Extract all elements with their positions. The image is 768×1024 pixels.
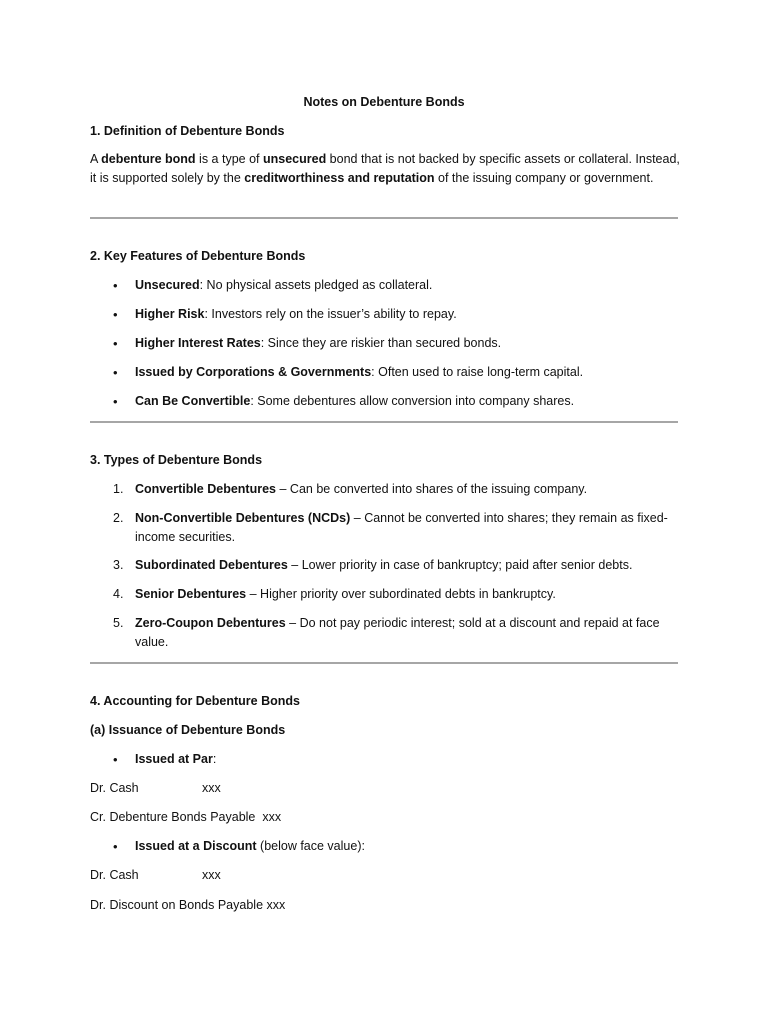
bullet-marker: • bbox=[113, 752, 118, 767]
feature-text: : No physical assets pledged as collateral. bbox=[199, 278, 433, 292]
type-text: – Cannot be converted into shares; they remain as fixed-income securities. bbox=[135, 511, 668, 544]
feature-item bbox=[135, 363, 675, 382]
section-1-heading: 1. Definition of Debenture Bonds bbox=[90, 124, 285, 138]
issue-term: Issued at Par bbox=[135, 752, 213, 766]
definition-paragraph bbox=[90, 150, 680, 188]
subsection-heading: (a) Issuance of Debenture Bonds bbox=[90, 723, 286, 737]
journal-amount: xxx bbox=[202, 868, 221, 882]
journal-debit-line: Dr. Cash bbox=[90, 868, 139, 882]
issue-term: Issued at a Discount bbox=[135, 839, 257, 853]
type-item bbox=[135, 480, 675, 499]
journal-debit-line: Dr. Discount on Bonds Payable xxx bbox=[90, 898, 286, 912]
text-run: bond that is not backed by specific assets or collateral. Instead, it is supported solely by the bbox=[90, 152, 680, 185]
feature-text: : Some debentures allow conversion into company shares. bbox=[250, 394, 575, 408]
type-term: Senior Debentures bbox=[135, 587, 247, 601]
type-item bbox=[135, 509, 675, 547]
bullet-marker: • bbox=[113, 307, 118, 322]
feature-term: Higher Risk bbox=[135, 307, 205, 321]
type-term: Zero-Coupon Debentures bbox=[135, 616, 286, 630]
type-text: – Can be converted into shares of the issuing company. bbox=[276, 482, 588, 496]
issue-type-item bbox=[135, 750, 675, 769]
type-item bbox=[135, 556, 675, 575]
type-item bbox=[135, 614, 675, 652]
feature-text: : Often used to raise long-term capital. bbox=[371, 365, 584, 379]
type-term: Convertible Debentures bbox=[135, 482, 277, 496]
bullet-marker: • bbox=[113, 365, 118, 380]
bullet-marker: • bbox=[113, 336, 118, 351]
bold-term: unsecured bbox=[262, 152, 327, 166]
bullet-marker: • bbox=[113, 839, 118, 854]
feature-term: Higher Interest Rates bbox=[135, 336, 261, 350]
type-text: – Lower priority in case of bankruptcy; paid after senior debts. bbox=[287, 558, 633, 572]
section-divider bbox=[90, 421, 678, 423]
bullet-marker: • bbox=[113, 278, 118, 293]
type-item bbox=[135, 585, 675, 604]
section-divider bbox=[90, 662, 678, 664]
text-run: is a type of bbox=[195, 152, 263, 166]
feature-text: : Investors rely on the issuer’s ability to repay. bbox=[204, 307, 457, 321]
feature-item bbox=[135, 305, 675, 324]
journal-credit-line: Cr. Debenture Bonds Payable xxx bbox=[90, 810, 282, 824]
feature-term: Can Be Convertible bbox=[135, 394, 251, 408]
text-run: A bbox=[90, 152, 102, 166]
feature-item bbox=[135, 392, 675, 411]
feature-item bbox=[135, 334, 675, 353]
section-divider bbox=[90, 217, 678, 219]
journal-amount: xxx bbox=[202, 781, 221, 795]
bullet-marker: • bbox=[113, 394, 118, 409]
type-term: Subordinated Debentures bbox=[135, 558, 288, 572]
section-4-heading: 4. Accounting for Debenture Bonds bbox=[90, 694, 300, 708]
list-number: 5. bbox=[113, 616, 124, 630]
bold-term: debenture bond bbox=[101, 152, 196, 166]
type-term: Non-Convertible Debentures (NCDs) bbox=[135, 511, 351, 525]
document-title: Notes on Debenture Bonds bbox=[303, 95, 465, 109]
issue-type-item bbox=[135, 837, 675, 856]
list-number: 4. bbox=[113, 587, 124, 601]
type-text: – Higher priority over subordinated debts in bankruptcy. bbox=[246, 587, 556, 601]
list-number: 2. bbox=[113, 511, 124, 525]
section-3-heading: 3. Types of Debenture Bonds bbox=[90, 453, 263, 467]
feature-term: Unsecured bbox=[135, 278, 200, 292]
feature-term: Issued by Corporations & Governments bbox=[135, 365, 372, 379]
type-text: – Do not pay periodic interest; sold at a discount and repaid at face value. bbox=[135, 616, 660, 649]
bold-term: creditworthiness and reputation bbox=[244, 171, 435, 185]
journal-debit-line: Dr. Cash bbox=[90, 781, 139, 795]
list-number: 3. bbox=[113, 558, 124, 572]
issue-text: : bbox=[212, 752, 217, 766]
section-2-heading: 2. Key Features of Debenture Bonds bbox=[90, 249, 306, 263]
issue-text: (below face value): bbox=[256, 839, 365, 853]
text-run: of the issuing company or government. bbox=[434, 171, 654, 185]
list-number: 1. bbox=[113, 482, 124, 496]
feature-text: : Since they are riskier than secured bonds. bbox=[260, 336, 502, 350]
feature-item bbox=[135, 276, 675, 295]
